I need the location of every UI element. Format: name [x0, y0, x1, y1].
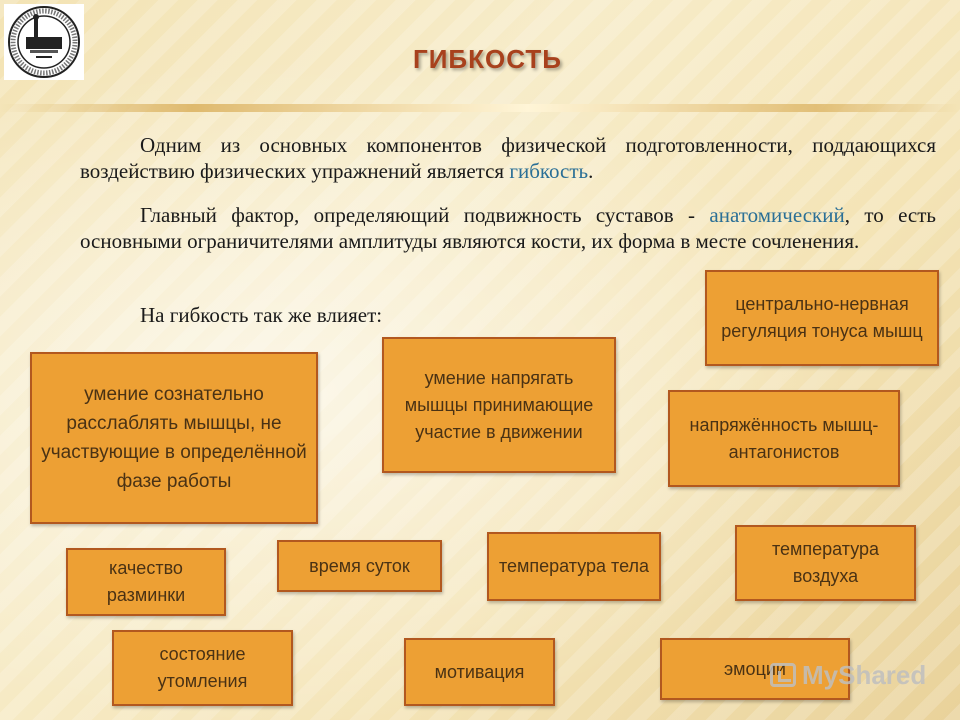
factor-box-body-temperature: температура тела: [487, 532, 661, 601]
factor-box-emotions: эмоции: [660, 638, 850, 700]
slide-title: ГИБКОСТЬ: [413, 44, 562, 74]
factor-box-time-of-day: время суток: [277, 540, 442, 592]
factor-box-motivation: мотивация: [404, 638, 555, 706]
factor-box-relax-muscles: умение сознательно расслаблять мышцы, не участвующие в определённой фазе работы: [30, 352, 318, 524]
paragraph-1: [80, 132, 936, 184]
factor-box-warmup: качество разминки: [66, 548, 226, 616]
university-seal-icon: [4, 4, 84, 80]
title-divider: [0, 104, 960, 112]
watermark-icon: [770, 663, 796, 687]
university-logo: [4, 4, 84, 80]
factor-box-antagonists: напряжённость мышц-антагонистов: [668, 390, 900, 487]
factor-box-tense-muscles: умение напрягать мышцы принимающие участие в движении: [382, 337, 616, 473]
highlight-anatomical: анатомический: [709, 203, 845, 227]
paragraph-2-end: , то есть основными ограничителями амплитуды являются кости, их форма в месте сочленения.: [80, 203, 936, 253]
paragraph-1-text: Одним из основных компонентов физической подготовленности, поддающихся воздействию физических упражнений является: [80, 133, 936, 183]
watermark: [770, 655, 926, 695]
factor-box-air-temperature: температура воздуха: [735, 525, 916, 601]
paragraph-2-text: Главный фактор, определяющий подвижность суставов -: [140, 203, 710, 227]
paragraph-2: [80, 202, 936, 254]
paragraph-1-end: .: [588, 159, 594, 183]
watermark-text: MyShared: [802, 659, 927, 690]
factor-box-cns-regulation: центрально-нервная регуляция тонуса мышц: [705, 270, 939, 366]
paragraph-3: На гибкость так же влияет:: [140, 303, 383, 327]
factor-box-fatigue: состояние утомления: [112, 630, 293, 706]
highlight-flexibility: гибкость: [509, 159, 589, 183]
